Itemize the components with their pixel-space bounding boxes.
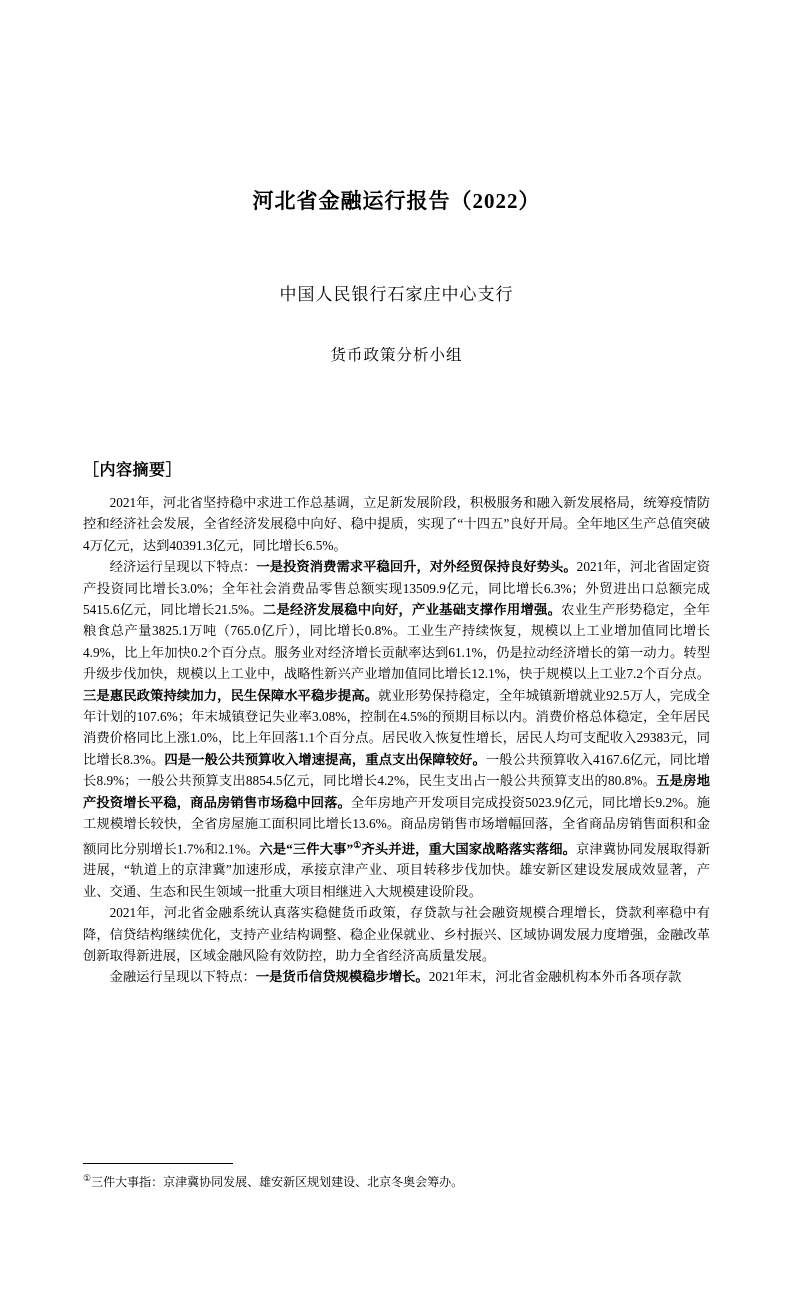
body-text: 2021年，河北省固定资产投资同比增长3.0%；全年社会消费品零售总额实现13509.9亿元，同比增长6.3%；外贸进出口总额完成5415.6亿元，同比增长21.5%。 xyxy=(83,559,711,618)
emphasis-text: ① xyxy=(353,839,362,850)
body-text: 金融运行呈现以下特点： xyxy=(109,969,256,985)
author-organization: 中国人民银行石家庄中心支行 xyxy=(279,285,514,304)
body-text: 经济运行呈现以下特点： xyxy=(109,559,257,575)
emphasis-text: 五是房地产投资增长平稳，商品房销售市场稳中回落。 xyxy=(83,773,710,810)
body-text: 2021年末，河北省金融机构本外币各项存款 xyxy=(428,969,682,985)
body-text: 2021年，河北省金融系统认真落实稳健货币政策，存贷款与社会融资规模合理增长，贷款利率稳中有降，信贷结构继续优化，支持产业结构调整、稳企业保就业、乡村振兴、区域协调发展力度增强，金融改革创新取得新进展，区域金融风险有效防控，助力全省经济高质量发展。 xyxy=(83,905,710,963)
emphasis-text: 四是一般公共预算收入增速提高，重点支出保障较好。 xyxy=(164,751,486,767)
document-page xyxy=(0,185,793,1307)
summary-heading: ［内容摘要］ xyxy=(83,462,183,479)
paragraph-2 xyxy=(83,556,710,902)
emphasis-text: 三是惠民政策持续加力，民生保障水平稳步提高。 xyxy=(83,687,379,703)
emphasis-text: 齐头并进，重大国家战略落实落细。 xyxy=(361,840,577,856)
footnote xyxy=(83,1169,710,1191)
body-text: 一般公共预算收入4167.6亿元，同比增长8.9%；一般公共预算支出8854.5亿元，同比增长4.2%，民生支出占一般公共预算支出的80.8%。 xyxy=(83,751,710,789)
footnote-marker: ① xyxy=(83,1173,92,1183)
page-title: 河北省金融运行报告（2022） xyxy=(252,189,541,213)
body-text: 全年房地产开发项目完成投资5023.9亿元，同比增长9.2%。施工规模增长较快，全省房屋施工面积同比增长13.6%。商品房销售市场增幅回落，全省商品房销售面积和金额同比分别增长1.7%和2.1%。 xyxy=(83,794,710,856)
emphasis-text: 二是经济发展稳中向好，产业基础支撑作用增强。 xyxy=(262,602,562,618)
body-text: 就业形势保持稳定，全年城镇新增就业92.5万人，完成全年计划的107.6%；年末城镇登记失业率3.08%，控制在4.5%的预期目标以内。消费价格总体稳定，全年居民消费价格同比上涨1.0%，比上年回落1.1个百分点。居民收入恢复性增长，居民人均可支配收入29383元，同比增长8.3%。 xyxy=(83,687,710,767)
footnote-text: 三件大事指：京津冀协同发展、雄安新区规划建设、北京冬奥会筹办。 xyxy=(91,1175,464,1189)
footnote-divider xyxy=(83,1163,233,1164)
emphasis-text: 六是“三件大事” xyxy=(259,840,354,856)
emphasis-text: 一是投资消费需求平稳回升，对外经贸保持良好势头。 xyxy=(256,559,577,575)
body-text: 农业生产形势稳定，全年粮食总产量3825.1万吨（765.0亿斤），同比增长0.8%。工业生产持续恢复，规模以上工业增加值同比增长4.9%，比上年加快0.2个百分点。服务业对经济增长贡献率达到61.1%，仍是拉动经济增长的第一动力。转型升级步伐加快，规模以上工业中，战略性新兴产业增加值同比增长12.1%，快于规模以上工业7.2个百分点。 xyxy=(83,602,711,682)
paragraph-4 xyxy=(83,966,710,987)
paragraph-3 xyxy=(83,902,710,966)
emphasis-text: 一是货币信贷规模稳步增长。 xyxy=(255,969,429,985)
body-text: 京津冀协同发展取得新进展，“轨道上的京津冀”加速形成，承接京津产业、项目转移步伐加快。雄安新区建设发展成效显著，产业、交通、生态和民生领域一批重大项目相继进入大规模建设阶段。 xyxy=(83,840,711,899)
author-group: 货币政策分析小组 xyxy=(330,347,463,364)
body-text: 2021年，河北省坚持稳中求进工作总基调，立足新发展阶段，积极服务和融入新发展格局，统筹疫情防控和经济社会发展，全省经济发展稳中向好、稳中提质，实现了“十四五”良好开局。全年地区生产总值突破4万亿元，达到40391.3亿元，同比增长6.5%。 xyxy=(83,495,710,553)
paragraph-1 xyxy=(83,492,710,556)
document-body xyxy=(83,492,710,988)
